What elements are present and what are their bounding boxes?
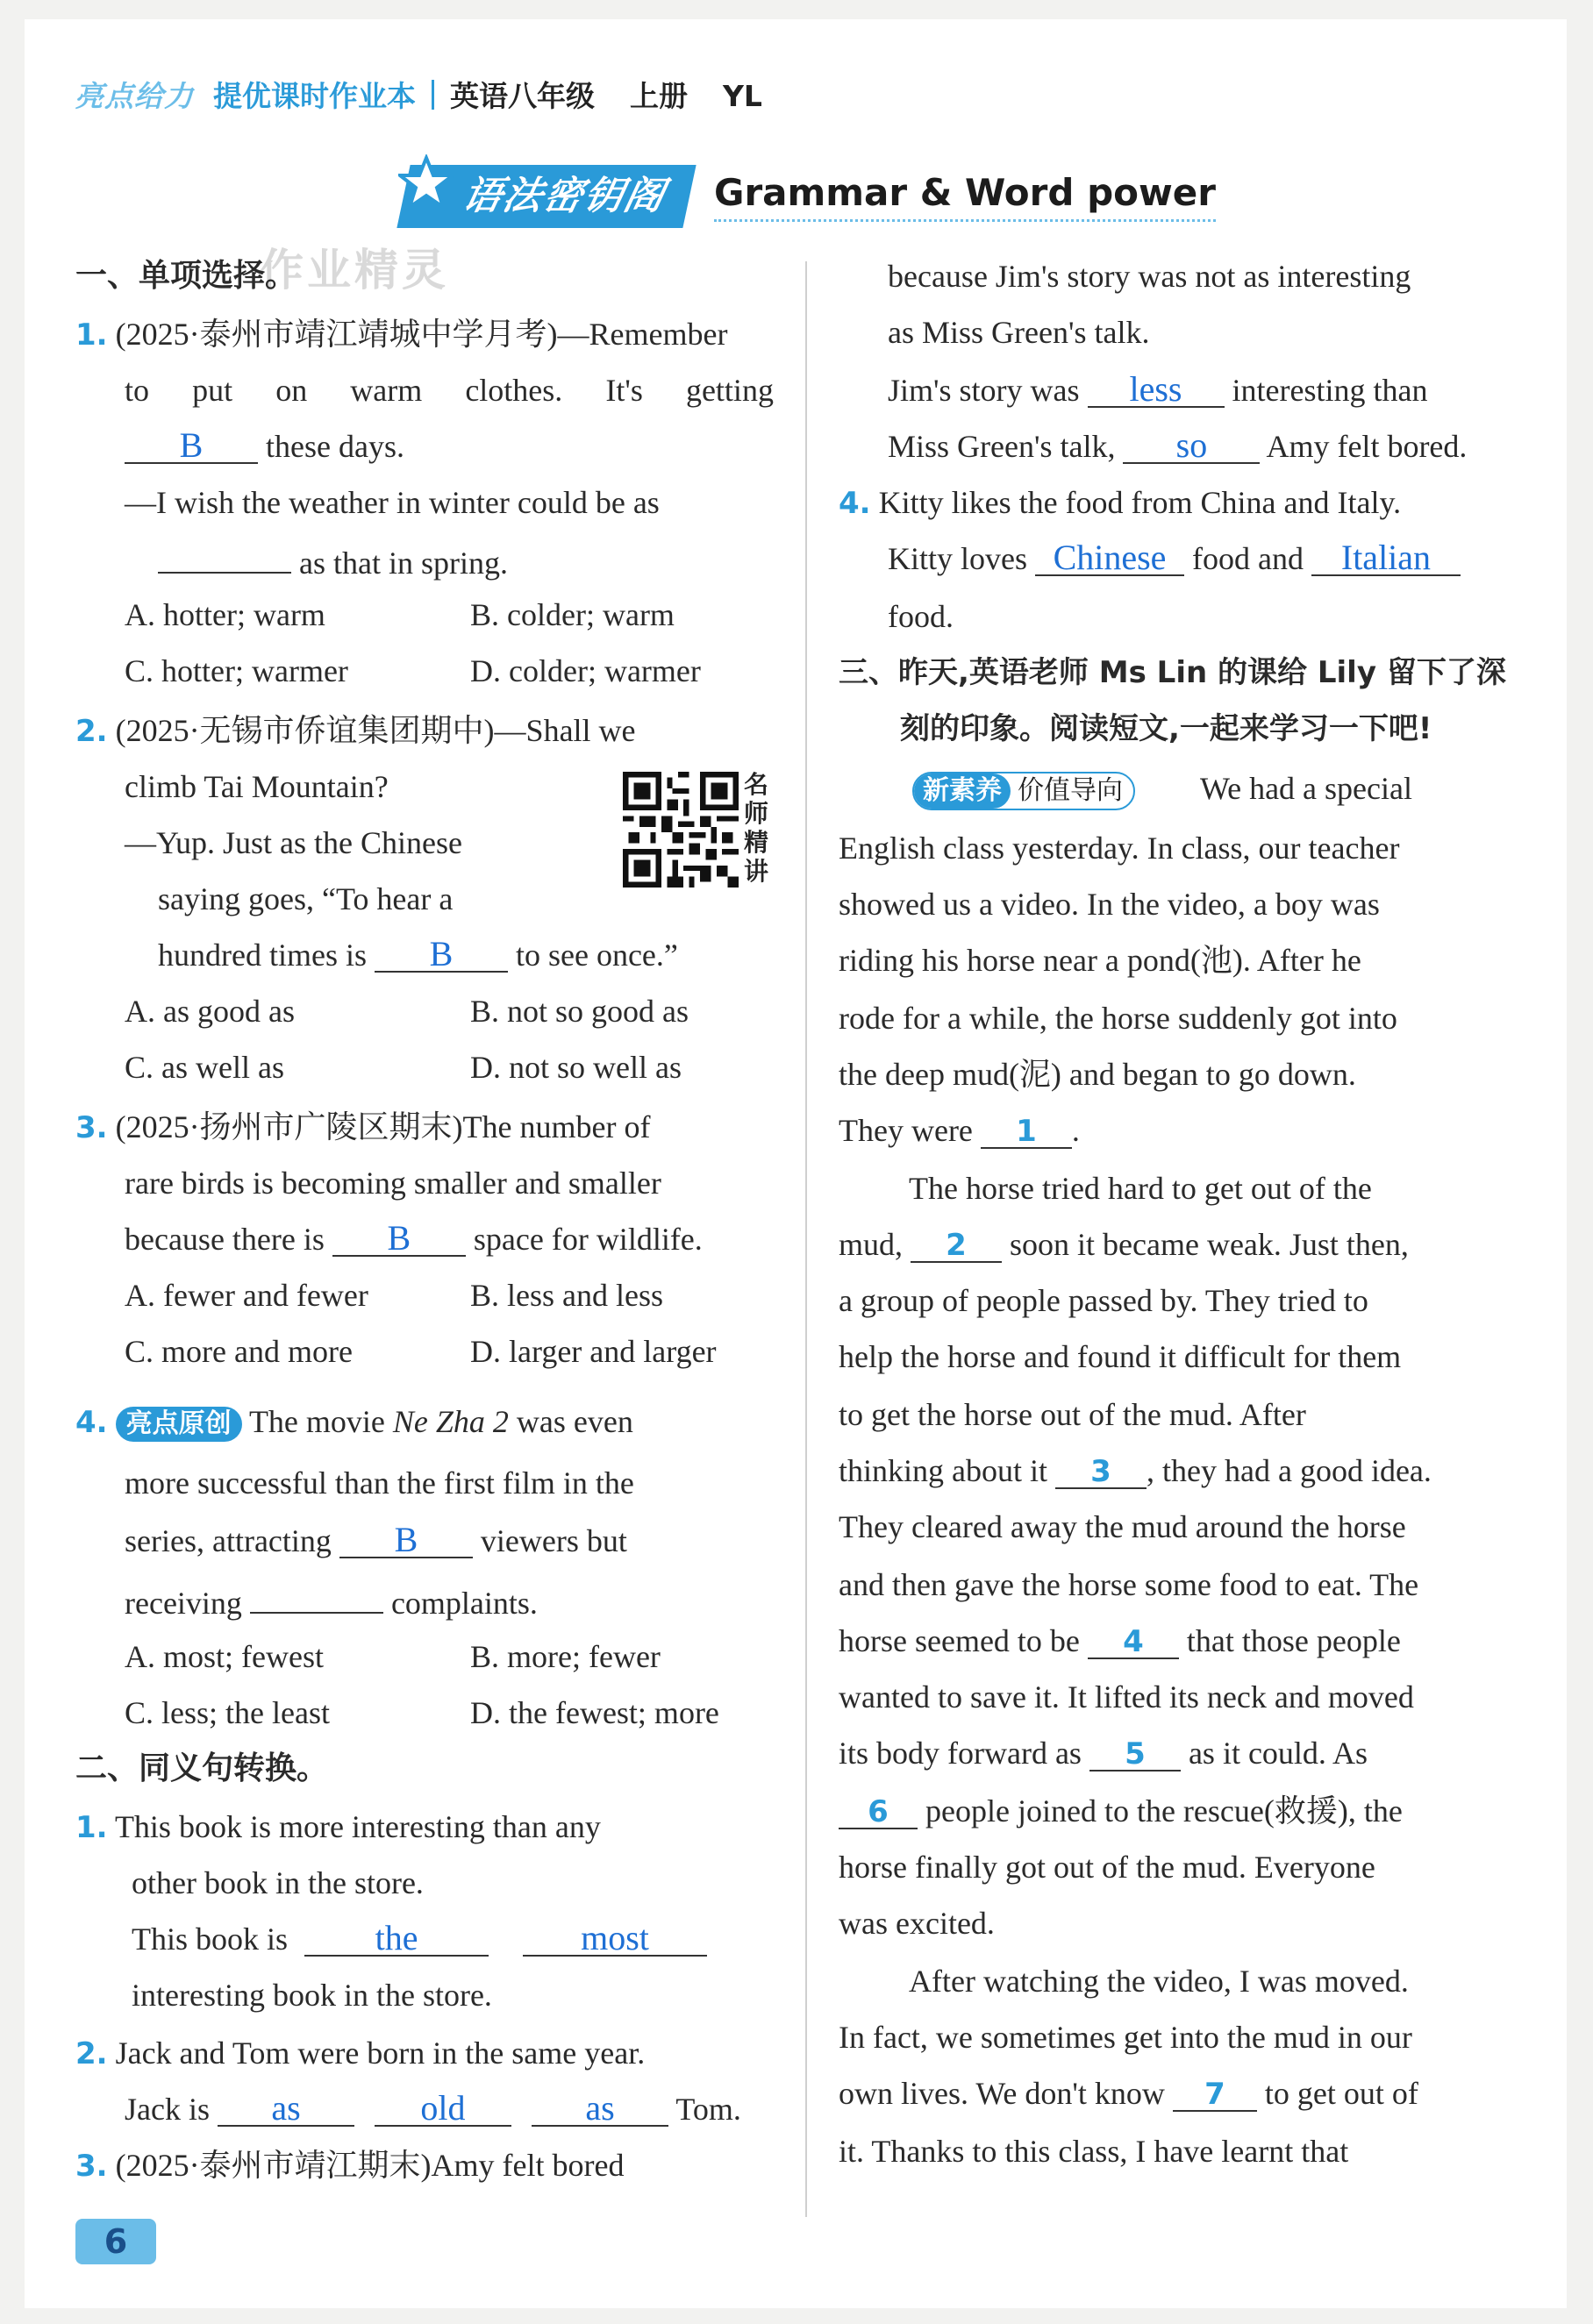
p2q3-line1: 3. (2025·泰州市靖江期末)Amy felt bored bbox=[75, 2148, 625, 2184]
q2-line4: saying goes, “To hear a bbox=[158, 881, 454, 916]
q1-option-a: A. hotter; warm bbox=[125, 597, 325, 632]
answer-blank bbox=[375, 934, 508, 973]
p2q1-line3: This book is the most bbox=[132, 1919, 707, 1959]
original-tag: 亮点原创 bbox=[116, 1407, 242, 1442]
section-header bbox=[404, 165, 1216, 228]
p2q1-line2: other book in the store. bbox=[132, 1865, 424, 1900]
answer: B bbox=[429, 934, 454, 973]
passage-line-1: We had a special bbox=[1200, 771, 1412, 806]
answer: the bbox=[375, 1918, 418, 1957]
answer-blank bbox=[304, 1918, 489, 1957]
q3-line2: rare birds is becoming smaller and smaller bbox=[125, 1166, 661, 1201]
p2q3-line4: Jim's story was less interesting than bbox=[888, 369, 1428, 409]
literacy-tag: 新素养 价值导向 bbox=[912, 768, 1135, 810]
answer-blank bbox=[1088, 369, 1225, 409]
passage-line-13: thinking about it 3 , they had a good idea. bbox=[839, 1453, 1432, 1489]
answer: most bbox=[581, 1918, 649, 1957]
q1-line4: —I wish the weather in winter could be as bbox=[125, 485, 660, 520]
answer: so bbox=[1175, 425, 1208, 465]
passage-line-25: it. Thanks to this class, I have learnt that bbox=[839, 2134, 1349, 2169]
q2-line1: 2. (2025·无锡市侨谊集团期中)—Shall we bbox=[75, 713, 636, 749]
edition-label: YL bbox=[723, 79, 762, 113]
answer: Italian bbox=[1340, 538, 1432, 577]
q4-option-a: A. most; fewest bbox=[125, 1639, 324, 1674]
p2q3-line2: because Jim's story was not as interesting bbox=[888, 259, 1411, 294]
q3-option-c: C. more and more bbox=[125, 1334, 353, 1369]
column-divider bbox=[805, 261, 807, 2217]
answer-blank bbox=[523, 1918, 707, 1957]
volume-label: 上册 bbox=[630, 79, 688, 113]
passage-line-5: rode for a while, the horse suddenly got into bbox=[839, 1001, 1397, 1036]
p2q4-line1: 4. Kitty likes the food from China and Italy. bbox=[839, 485, 1402, 521]
q4-line2: more successful than the first film in the bbox=[125, 1465, 634, 1501]
q3-option-b: B. less and less bbox=[470, 1278, 663, 1313]
passage-line-17: wanted to save it. It lifted its neck and moved bbox=[839, 1679, 1414, 1714]
star-icon bbox=[398, 154, 454, 210]
q4-line4: receiving complaints. bbox=[125, 1579, 538, 1623]
passage-line-22: After watching the video, I was moved. bbox=[909, 1964, 1409, 1999]
page-header bbox=[75, 74, 797, 115]
q2-line3: —Yup. Just as the Chinese bbox=[125, 825, 462, 860]
p2q2-line2: Jack is as old as Tom. bbox=[125, 2088, 741, 2128]
q4-option-c: C. less; the least bbox=[125, 1695, 330, 1730]
q4-line1: 4. 亮点原创 The movie Ne Zha 2 was even bbox=[75, 1404, 633, 1440]
watermark: 作业精灵 bbox=[260, 245, 449, 296]
q4-line3: series, attracting B viewers but bbox=[125, 1520, 627, 1559]
blank-4: 4 bbox=[1088, 1624, 1179, 1659]
blank-6: 6 bbox=[839, 1794, 918, 1829]
passage-line-6: the deep mud(泥) and began to go down. bbox=[839, 1057, 1356, 1092]
answer: as bbox=[585, 2088, 615, 2128]
q3-line1: 3. (2025·扬州市广陵区期末)The number of bbox=[75, 1109, 651, 1145]
passage-line-24: own lives. We don't know 7 to get out of bbox=[839, 2076, 1418, 2112]
q1-option-b: B. colder; warm bbox=[470, 597, 675, 632]
q2-line5: hundred times is B to see once.” bbox=[158, 934, 678, 973]
p2q4-line2: Kitty loves Chinese food and Italian bbox=[888, 538, 1461, 579]
passage-line-11: help the horse and found it difficult for them bbox=[839, 1339, 1402, 1374]
answer-blank bbox=[218, 2088, 354, 2128]
answer-blank bbox=[375, 2088, 511, 2128]
passage-line-21: was excited. bbox=[839, 1906, 995, 1941]
section-title: Grammar & Word power bbox=[714, 171, 1216, 222]
passage-line-2: English class yesterday. In class, our teacher bbox=[839, 831, 1400, 866]
p2q3-line5: Miss Green's talk, so Amy felt bored. bbox=[888, 425, 1468, 465]
answer-blank bbox=[158, 538, 291, 574]
series-title: 提优课时作业本 bbox=[213, 79, 416, 113]
q1-line2: to put on warm clothes. It's getting bbox=[125, 373, 774, 408]
answer-blank bbox=[339, 1520, 473, 1559]
q1-line3: B these days. bbox=[125, 426, 404, 467]
q3-option-a: A. fewer and fewer bbox=[125, 1278, 368, 1313]
answer: B bbox=[179, 425, 204, 465]
q1-line5: as that in spring. bbox=[158, 538, 508, 583]
brand-logo: 亮点给力 bbox=[75, 79, 194, 113]
p2q1-line1: 1. This book is more interesting than any bbox=[75, 1809, 601, 1845]
qr-code-icon[interactable] bbox=[623, 772, 739, 888]
answer: as bbox=[271, 2088, 301, 2128]
answer: Chinese bbox=[1053, 538, 1167, 577]
passage-line-20: horse finally got out of the mud. Everyone bbox=[839, 1850, 1375, 1885]
answer-blank bbox=[1311, 538, 1461, 577]
answer-blank bbox=[532, 2088, 668, 2128]
answer: old bbox=[420, 2088, 466, 2128]
q2-option-c: C. as well as bbox=[125, 1050, 284, 1085]
blank-5: 5 bbox=[1089, 1736, 1181, 1772]
passage-line-10: a group of people passed by. They tried to bbox=[839, 1283, 1368, 1318]
q2-option-d: D. not so well as bbox=[470, 1050, 682, 1085]
passage-line-19: 6 people joined to the rescue(救援), the bbox=[839, 1791, 1403, 1831]
q2-option-a: A. as good as bbox=[125, 994, 295, 1029]
answer: B bbox=[387, 1218, 411, 1258]
qr-label: 名师精讲 bbox=[744, 770, 769, 886]
q3-line3: because there is B space for wildlife. bbox=[125, 1218, 703, 1258]
p2q4-line3: food. bbox=[888, 599, 954, 634]
q4-option-d: D. the fewest; more bbox=[470, 1695, 719, 1730]
q2-line2: climb Tai Mountain? bbox=[125, 769, 389, 804]
question-text: (2025·泰州市靖江靖城中学月考)—Remember bbox=[115, 317, 728, 352]
q1-option-c: C. hotter; warmer bbox=[125, 653, 348, 688]
passage-line-8: The horse tried hard to get out of the bbox=[909, 1171, 1372, 1206]
passage-line-14: They cleared away the mud around the horse bbox=[839, 1509, 1406, 1544]
blank-1: 1 bbox=[981, 1114, 1072, 1149]
passage-line-7: They were 1 . bbox=[839, 1113, 1080, 1149]
passage-line-15: and then gave the horse some food to eat. The bbox=[839, 1567, 1419, 1602]
passage-line-9: mud, 2 soon it became weak. Just then, bbox=[839, 1227, 1409, 1263]
section-badge: 语法密钥阁 bbox=[396, 165, 696, 228]
answer-blank bbox=[1123, 425, 1260, 465]
answer-blank bbox=[250, 1579, 383, 1614]
q3-option-d: D. larger and larger bbox=[470, 1334, 717, 1369]
page-number: 6 bbox=[75, 2219, 156, 2264]
blank-2: 2 bbox=[911, 1228, 1002, 1263]
answer-blank bbox=[1035, 538, 1184, 577]
part3-heading-2: 刻的印象。阅读短文,一起来学习一下吧! bbox=[900, 711, 1432, 746]
header-divider bbox=[432, 80, 434, 110]
passage-line-23: In fact, we sometimes get into the mud in our bbox=[839, 2020, 1412, 2055]
passage-line-4: riding his horse near a pond(池). After he bbox=[839, 943, 1361, 978]
q1-line1 bbox=[75, 314, 772, 355]
answer: B bbox=[394, 1520, 418, 1559]
q2-option-b: B. not so good as bbox=[470, 994, 689, 1029]
p2q2-line1: 2. Jack and Tom were born in the same year. bbox=[75, 2035, 646, 2071]
answer-blank bbox=[332, 1218, 466, 1258]
part1-heading: 一、单项选择。 bbox=[75, 258, 297, 294]
p2q1-line4: interesting book in the store. bbox=[132, 1978, 492, 2013]
q1-option-d: D. colder; warmer bbox=[470, 653, 701, 688]
part2-heading: 二、同义句转换。 bbox=[75, 1750, 329, 1786]
passage-line-3: showed us a video. In the video, a boy was bbox=[839, 887, 1380, 922]
question-number: 1. bbox=[75, 317, 108, 353]
subject-label: 英语八年级 bbox=[450, 79, 595, 113]
passage-line-18: its body forward as 5 as it could. As bbox=[839, 1736, 1368, 1772]
passage-line-12: to get the horse out of the mud. After bbox=[839, 1397, 1306, 1432]
answer: less bbox=[1129, 369, 1182, 409]
passage-line-16: horse seemed to be 4 that those people bbox=[839, 1623, 1401, 1659]
q4-option-b: B. more; fewer bbox=[470, 1639, 661, 1674]
blank-3: 3 bbox=[1055, 1454, 1147, 1489]
p2q3-line3: as Miss Green's talk. bbox=[888, 315, 1150, 350]
part3-heading-1: 三、昨天,英语老师 Ms Lin 的课给 Lily 留下了深 bbox=[839, 655, 1506, 690]
blank-7: 7 bbox=[1173, 2077, 1257, 2112]
answer-blank bbox=[125, 425, 258, 465]
